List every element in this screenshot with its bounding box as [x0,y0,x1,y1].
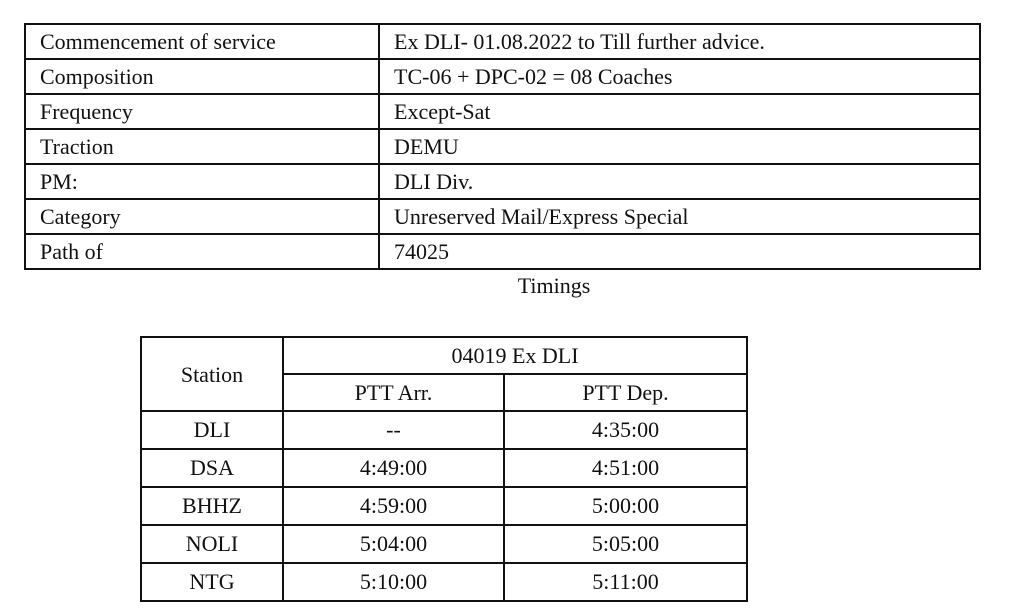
departure-cell: 5:11:00 [504,563,747,601]
info-label: Commencement of service [25,24,379,59]
table-row [25,94,980,129]
station-cell: DLI [141,411,283,449]
departure-cell: 4:35:00 [504,411,747,449]
arrival-header: PTT Arr. [283,374,504,411]
table-row [25,129,980,164]
table-row [25,199,980,234]
table-row [141,487,747,525]
station-header: Station [141,337,283,411]
table-row [25,59,980,94]
arrival-cell: 5:04:00 [283,525,504,563]
arrival-cell: 4:49:00 [283,449,504,487]
table-row [141,411,747,449]
table-row [141,525,747,563]
departure-cell: 5:00:00 [504,487,747,525]
info-label: Path of [25,234,379,269]
departure-cell: 4:51:00 [504,449,747,487]
station-cell: DSA [141,449,283,487]
train-header: 04019 Ex DLI [283,337,747,374]
station-cell: NOLI [141,525,283,563]
arrival-cell: 4:59:00 [283,487,504,525]
info-value: Except-Sat [379,94,980,129]
header-row [141,337,747,374]
arrival-cell: -- [283,411,504,449]
info-label: Frequency [25,94,379,129]
info-value: Unreserved Mail/Express Special [379,199,980,234]
info-label: PM: [25,164,379,199]
table-row [25,234,980,269]
timings-table [140,336,748,602]
info-value: DEMU [379,129,980,164]
info-value: Ex DLI- 01.08.2022 to Till further advice. [379,24,980,59]
table-row [25,164,980,199]
info-label: Traction [25,129,379,164]
departure-cell: 5:05:00 [504,525,747,563]
info-value: TC-06 + DPC-02 = 08 Coaches [379,59,980,94]
station-cell: BHHZ [141,487,283,525]
arrival-cell: 5:10:00 [283,563,504,601]
departure-header: PTT Dep. [504,374,747,411]
service-info-table [24,23,981,270]
info-label: Composition [25,59,379,94]
table-row [25,24,980,59]
info-value: DLI Div. [379,164,980,199]
station-cell: NTG [141,563,283,601]
info-label: Category [25,199,379,234]
table-row [141,563,747,601]
timings-caption: Timings [517,273,591,298]
info-value: 74025 [379,234,980,269]
table-row [141,449,747,487]
